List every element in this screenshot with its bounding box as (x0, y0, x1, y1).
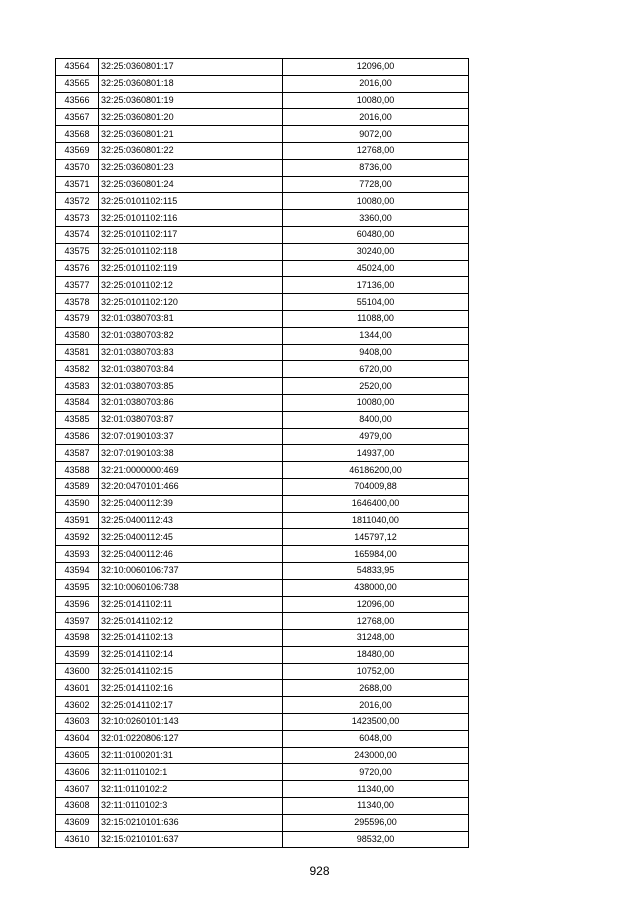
row-number-cell: 43574 (56, 226, 99, 243)
table-row (56, 613, 469, 630)
cadastral-value-table (55, 58, 469, 848)
value-cell: 9072,00 (283, 126, 469, 143)
cadastral-number-cell: 32:25:0360801:19 (99, 92, 283, 109)
row-number-cell: 43601 (56, 680, 99, 697)
row-number-cell: 43577 (56, 277, 99, 294)
row-number-cell: 43589 (56, 478, 99, 495)
cadastral-number-cell: 32:01:0380703:84 (99, 361, 283, 378)
cadastral-number-cell: 32:15:0210101:636 (99, 814, 283, 831)
value-cell: 60480,00 (283, 226, 469, 243)
cadastral-number-cell: 32:25:0141102:16 (99, 680, 283, 697)
value-cell: 2688,00 (283, 680, 469, 697)
value-cell: 12096,00 (283, 59, 469, 76)
cadastral-number-cell: 32:07:0190103:38 (99, 445, 283, 462)
cadastral-number-cell: 32:25:0101102:115 (99, 193, 283, 210)
value-cell: 45024,00 (283, 260, 469, 277)
value-cell: 2016,00 (283, 75, 469, 92)
table-row (56, 176, 469, 193)
row-number-cell: 43581 (56, 344, 99, 361)
value-cell: 1344,00 (283, 327, 469, 344)
table-row (56, 697, 469, 714)
cadastral-number-cell: 32:25:0101102:12 (99, 277, 283, 294)
cadastral-number-cell: 32:10:0060106:737 (99, 562, 283, 579)
table-row (56, 714, 469, 731)
cadastral-number-cell: 32:25:0360801:17 (99, 59, 283, 76)
cadastral-number-cell: 32:11:0100201:31 (99, 747, 283, 764)
table-row (56, 445, 469, 462)
table-row (56, 680, 469, 697)
value-cell: 12096,00 (283, 596, 469, 613)
value-cell: 12768,00 (283, 142, 469, 159)
table-row (56, 428, 469, 445)
row-number-cell: 43588 (56, 462, 99, 479)
row-number-cell: 43572 (56, 193, 99, 210)
cadastral-number-cell: 32:10:0260101:143 (99, 714, 283, 731)
row-number-cell: 43566 (56, 92, 99, 109)
table-row (56, 747, 469, 764)
row-number-cell: 43565 (56, 75, 99, 92)
row-number-cell: 43573 (56, 210, 99, 227)
table-row (56, 260, 469, 277)
value-cell: 14937,00 (283, 445, 469, 462)
value-cell: 46186200,00 (283, 462, 469, 479)
cadastral-number-cell: 32:25:0360801:23 (99, 159, 283, 176)
value-cell: 31248,00 (283, 630, 469, 647)
row-number-cell: 43598 (56, 630, 99, 647)
table-row (56, 159, 469, 176)
cadastral-number-cell: 32:01:0380703:82 (99, 327, 283, 344)
value-cell: 1646400,00 (283, 495, 469, 512)
row-number-cell: 43594 (56, 562, 99, 579)
table-row (56, 630, 469, 647)
row-number-cell: 43580 (56, 327, 99, 344)
value-cell: 438000,00 (283, 579, 469, 596)
cadastral-number-cell: 32:01:0220806:127 (99, 730, 283, 747)
value-cell: 6720,00 (283, 361, 469, 378)
row-number-cell: 43584 (56, 394, 99, 411)
table-row (56, 562, 469, 579)
value-cell: 9720,00 (283, 764, 469, 781)
row-number-cell: 43590 (56, 495, 99, 512)
value-cell: 2016,00 (283, 697, 469, 714)
table-row (56, 142, 469, 159)
row-number-cell: 43600 (56, 663, 99, 680)
row-number-cell: 43604 (56, 730, 99, 747)
table-row (56, 831, 469, 848)
row-number-cell: 43593 (56, 546, 99, 563)
table-row (56, 730, 469, 747)
table-row (56, 663, 469, 680)
value-cell: 10080,00 (283, 193, 469, 210)
row-number-cell: 43583 (56, 378, 99, 395)
cadastral-number-cell: 32:11:0110102:1 (99, 764, 283, 781)
cadastral-number-cell: 32:25:0360801:24 (99, 176, 283, 193)
value-cell: 11340,00 (283, 798, 469, 815)
row-number-cell: 43571 (56, 176, 99, 193)
cadastral-number-cell: 32:11:0110102:3 (99, 798, 283, 815)
row-number-cell: 43599 (56, 646, 99, 663)
value-cell: 9408,00 (283, 344, 469, 361)
table-row (56, 495, 469, 512)
cadastral-number-cell: 32:21:0000000:469 (99, 462, 283, 479)
cadastral-number-cell: 32:15:0210101:637 (99, 831, 283, 848)
value-cell: 8736,00 (283, 159, 469, 176)
value-cell: 2520,00 (283, 378, 469, 395)
row-number-cell: 43605 (56, 747, 99, 764)
cadastral-number-cell: 32:25:0400112:45 (99, 529, 283, 546)
cadastral-number-cell: 32:01:0380703:81 (99, 310, 283, 327)
value-cell: 1811040,00 (283, 512, 469, 529)
table-row (56, 646, 469, 663)
cadastral-number-cell: 32:01:0380703:83 (99, 344, 283, 361)
cadastral-number-cell: 32:25:0141102:14 (99, 646, 283, 663)
cadastral-number-cell: 32:25:0141102:13 (99, 630, 283, 647)
value-cell: 17136,00 (283, 277, 469, 294)
row-number-cell: 43567 (56, 109, 99, 126)
value-cell: 1423500,00 (283, 714, 469, 731)
row-number-cell: 43569 (56, 142, 99, 159)
table-row (56, 310, 469, 327)
row-number-cell: 43575 (56, 243, 99, 260)
row-number-cell: 43595 (56, 579, 99, 596)
value-cell: 2016,00 (283, 109, 469, 126)
value-cell: 18480,00 (283, 646, 469, 663)
value-cell: 295596,00 (283, 814, 469, 831)
table-row (56, 764, 469, 781)
row-number-cell: 43596 (56, 596, 99, 613)
cadastral-number-cell: 32:25:0101102:117 (99, 226, 283, 243)
table-row (56, 378, 469, 395)
table-row (56, 798, 469, 815)
table-row (56, 579, 469, 596)
table-row (56, 92, 469, 109)
page-number: 928 (309, 864, 330, 878)
row-number-cell: 43579 (56, 310, 99, 327)
cadastral-number-cell: 32:25:0101102:119 (99, 260, 283, 277)
cadastral-number-cell: 32:25:0400112:39 (99, 495, 283, 512)
cadastral-number-cell: 32:25:0360801:20 (99, 109, 283, 126)
table-body (56, 59, 469, 848)
table-row (56, 210, 469, 227)
table-row (56, 277, 469, 294)
cadastral-number-cell: 32:25:0101102:118 (99, 243, 283, 260)
table-row (56, 361, 469, 378)
row-number-cell: 43582 (56, 361, 99, 378)
cadastral-number-cell: 32:25:0141102:15 (99, 663, 283, 680)
row-number-cell: 43608 (56, 798, 99, 815)
table-row (56, 814, 469, 831)
cadastral-number-cell: 32:01:0380703:86 (99, 394, 283, 411)
table-row (56, 411, 469, 428)
row-number-cell: 43578 (56, 294, 99, 311)
cadastral-number-cell: 32:01:0380703:85 (99, 378, 283, 395)
table-row (56, 462, 469, 479)
value-cell: 11340,00 (283, 781, 469, 798)
cadastral-number-cell: 32:25:0360801:22 (99, 142, 283, 159)
value-cell: 12768,00 (283, 613, 469, 630)
table-row (56, 596, 469, 613)
value-cell: 4979,00 (283, 428, 469, 445)
value-cell: 10080,00 (283, 394, 469, 411)
table-row (56, 109, 469, 126)
row-number-cell: 43568 (56, 126, 99, 143)
row-number-cell: 43576 (56, 260, 99, 277)
cadastral-number-cell: 32:25:0101102:116 (99, 210, 283, 227)
table-row (56, 243, 469, 260)
value-cell: 8400,00 (283, 411, 469, 428)
cadastral-number-cell: 32:20:0470101:466 (99, 478, 283, 495)
value-cell: 165984,00 (283, 546, 469, 563)
table-row (56, 75, 469, 92)
value-cell: 3360,00 (283, 210, 469, 227)
table-row (56, 327, 469, 344)
table-row (56, 294, 469, 311)
table-row (56, 512, 469, 529)
row-number-cell: 43592 (56, 529, 99, 546)
cadastral-number-cell: 32:07:0190103:37 (99, 428, 283, 445)
row-number-cell: 43603 (56, 714, 99, 731)
cadastral-number-cell: 32:25:0141102:12 (99, 613, 283, 630)
value-cell: 704009,88 (283, 478, 469, 495)
row-number-cell: 43591 (56, 512, 99, 529)
value-cell: 30240,00 (283, 243, 469, 260)
value-cell: 145797,12 (283, 529, 469, 546)
value-cell: 98532,00 (283, 831, 469, 848)
cadastral-number-cell: 32:25:0141102:17 (99, 697, 283, 714)
table-row (56, 126, 469, 143)
table-row (56, 226, 469, 243)
cadastral-number-cell: 32:25:0360801:18 (99, 75, 283, 92)
table-row (56, 478, 469, 495)
value-cell: 243000,00 (283, 747, 469, 764)
row-number-cell: 43587 (56, 445, 99, 462)
row-number-cell: 43597 (56, 613, 99, 630)
row-number-cell: 43602 (56, 697, 99, 714)
cadastral-number-cell: 32:25:0400112:46 (99, 546, 283, 563)
value-cell: 54833,95 (283, 562, 469, 579)
row-number-cell: 43585 (56, 411, 99, 428)
cadastral-number-cell: 32:25:0400112:43 (99, 512, 283, 529)
row-number-cell: 43570 (56, 159, 99, 176)
value-cell: 6048,00 (283, 730, 469, 747)
cadastral-number-cell: 32:01:0380703:87 (99, 411, 283, 428)
value-cell: 7728,00 (283, 176, 469, 193)
cadastral-number-cell: 32:25:0101102:120 (99, 294, 283, 311)
value-cell: 10080,00 (283, 92, 469, 109)
cadastral-number-cell: 32:11:0110102:2 (99, 781, 283, 798)
value-cell: 55104,00 (283, 294, 469, 311)
row-number-cell: 43606 (56, 764, 99, 781)
row-number-cell: 43607 (56, 781, 99, 798)
table-row (56, 344, 469, 361)
row-number-cell: 43610 (56, 831, 99, 848)
row-number-cell: 43609 (56, 814, 99, 831)
table-row (56, 781, 469, 798)
cadastral-number-cell: 32:10:0060106:738 (99, 579, 283, 596)
row-number-cell: 43564 (56, 59, 99, 76)
table-row (56, 529, 469, 546)
cadastral-number-cell: 32:25:0360801:21 (99, 126, 283, 143)
table-row (56, 546, 469, 563)
table-row (56, 193, 469, 210)
table-row (56, 59, 469, 76)
value-cell: 11088,00 (283, 310, 469, 327)
table-row (56, 394, 469, 411)
value-cell: 10752,00 (283, 663, 469, 680)
row-number-cell: 43586 (56, 428, 99, 445)
cadastral-number-cell: 32:25:0141102:11 (99, 596, 283, 613)
